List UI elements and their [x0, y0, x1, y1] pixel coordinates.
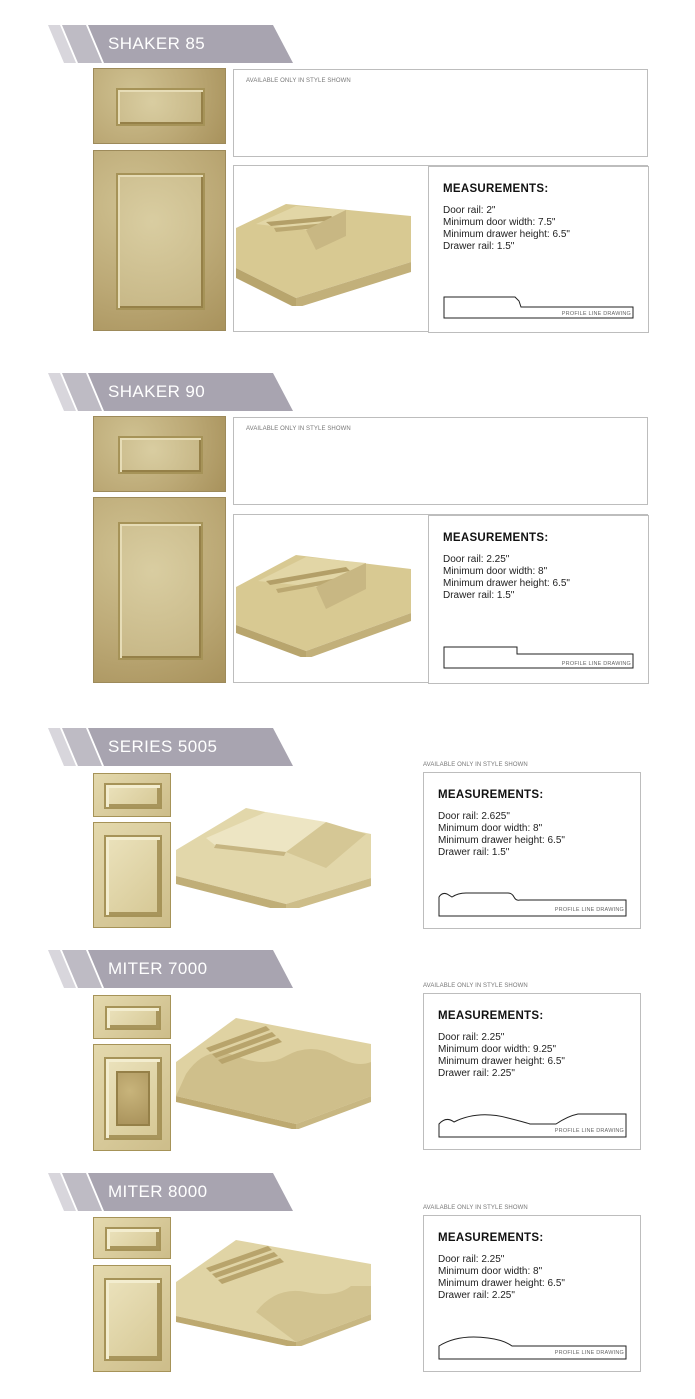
profile-edge-photo — [176, 1004, 371, 1129]
drawer-rail: Drawer rail: 1.5" — [443, 241, 515, 252]
measurements-title: MEASUREMENTS: — [438, 789, 544, 801]
min-door-width: Minimum door width: 8" — [438, 1266, 543, 1277]
availability-note: AVAILABLE ONLY IN STYLE SHOWN — [423, 1205, 528, 1211]
min-drawer-height: Minimum drawer height: 6.5" — [438, 1056, 565, 1067]
style-name: SHAKER 85 — [108, 34, 206, 53]
style-banner — [48, 1173, 293, 1211]
drawer-rail: Drawer rail: 2.25" — [438, 1068, 515, 1079]
profile-line-drawing — [438, 1112, 628, 1136]
door-rail: Door rail: 2.625" — [438, 811, 510, 822]
measurements-title: MEASUREMENTS: — [443, 183, 549, 195]
min-drawer-height: Minimum drawer height: 6.5" — [443, 578, 570, 589]
style-banner — [48, 25, 293, 63]
min-door-width: Minimum door width: 7.5" — [443, 217, 556, 228]
profile-line-icon — [438, 1112, 628, 1138]
drawer-rail: Drawer rail: 2.25" — [438, 1290, 515, 1301]
door-rail: Door rail: 2.25" — [438, 1254, 505, 1265]
measurements-box[interactable] — [423, 772, 641, 929]
min-door-width: Minimum door width: 8" — [438, 823, 543, 834]
profile-label: PROFILE LINE DRAWING — [561, 311, 631, 317]
drawer-rail: Drawer rail: 1.5" — [438, 847, 510, 858]
measurements-title: MEASUREMENTS: — [443, 532, 549, 544]
min-drawer-height: Minimum drawer height: 6.5" — [438, 1278, 565, 1289]
door-sample — [93, 1265, 171, 1372]
measurements-box[interactable] — [423, 993, 641, 1150]
measurements-title: MEASUREMENTS: — [438, 1010, 544, 1022]
drawer-front-sample — [93, 995, 171, 1039]
availability-box — [233, 417, 648, 505]
drawer-front-sample — [93, 416, 226, 492]
style-name: SHAKER 90 — [108, 382, 206, 401]
profile-line-drawing — [438, 891, 628, 915]
door-sample — [93, 822, 171, 928]
availability-box — [233, 69, 648, 157]
style-name: SERIES 5005 — [108, 737, 218, 756]
min-door-width: Minimum door width: 9.25" — [438, 1044, 557, 1055]
door-sample — [93, 150, 226, 331]
availability-note: AVAILABLE ONLY IN STYLE SHOWN — [423, 983, 528, 989]
door-sample — [93, 1044, 171, 1151]
profile-edge-photo — [176, 1226, 371, 1346]
min-drawer-height: Minimum drawer height: 6.5" — [438, 835, 565, 846]
drawer-rail: Drawer rail: 1.5" — [443, 590, 515, 601]
profile-label: PROFILE LINE DRAWING — [554, 1350, 624, 1356]
door-rail: Door rail: 2.25" — [438, 1032, 505, 1043]
profile-line-drawing — [443, 645, 635, 669]
availability-note: AVAILABLE ONLY IN STYLE SHOWN — [246, 426, 351, 432]
min-door-width: Minimum door width: 8" — [443, 566, 548, 577]
measurements-box[interactable] — [428, 515, 649, 684]
profile-edge-photo — [236, 547, 421, 657]
measurements-box[interactable] — [428, 166, 649, 333]
profile-edge-photo — [236, 196, 421, 306]
style-name: MITER 7000 — [108, 959, 208, 978]
door-sample — [93, 497, 226, 683]
availability-note: AVAILABLE ONLY IN STYLE SHOWN — [423, 762, 528, 768]
availability-note: AVAILABLE ONLY IN STYLE SHOWN — [246, 78, 351, 84]
profile-label: PROFILE LINE DRAWING — [554, 1128, 624, 1134]
door-rail: Door rail: 2" — [443, 205, 496, 216]
profile-label: PROFILE LINE DRAWING — [561, 661, 631, 667]
profile-line-drawing — [438, 1334, 628, 1358]
drawer-front-sample — [93, 773, 171, 817]
profile-line-drawing — [443, 295, 635, 319]
profile-line-icon — [438, 1334, 628, 1360]
style-banner — [48, 373, 293, 411]
style-banner — [48, 728, 293, 766]
measurements-box[interactable] — [423, 1215, 641, 1372]
detail-box — [233, 165, 648, 332]
style-name: MITER 8000 — [108, 1182, 208, 1201]
profile-label: PROFILE LINE DRAWING — [554, 907, 624, 913]
min-drawer-height: Minimum drawer height: 6.5" — [443, 229, 570, 240]
profile-edge-photo — [176, 788, 371, 908]
drawer-front-sample — [93, 68, 226, 144]
style-banner — [48, 950, 293, 988]
measurements-title: MEASUREMENTS: — [438, 1232, 544, 1244]
drawer-front-sample — [93, 1217, 171, 1259]
profile-line-icon — [438, 891, 628, 917]
detail-box — [233, 514, 648, 683]
door-rail: Door rail: 2.25" — [443, 554, 510, 565]
